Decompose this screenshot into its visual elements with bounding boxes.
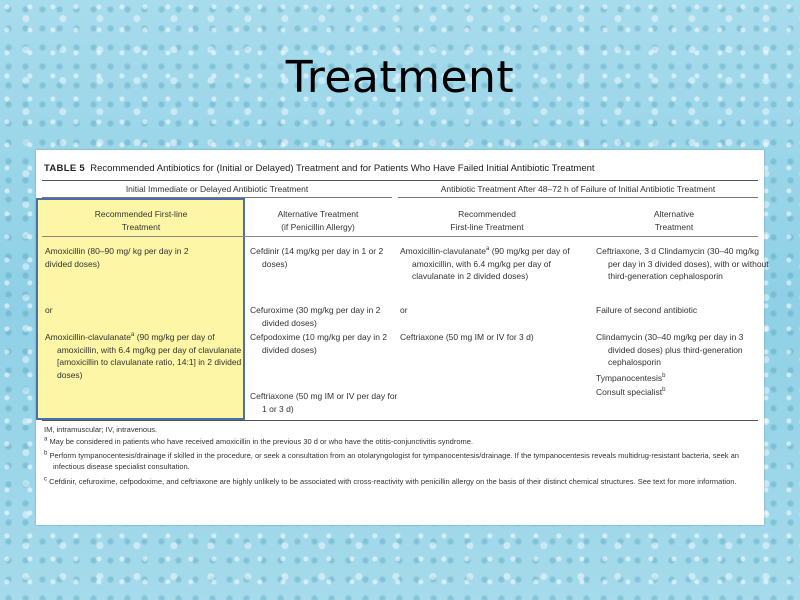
footnote-c: [44, 476, 759, 487]
footnote-marker: b: [44, 450, 48, 457]
cell-text: (90 mg/kg per day of amoxicillin, with 6.4 mg/kg per day of clavulanate [amoxicillin to clavulanate ratio, 14:1] in 2 divided doses): [57, 332, 242, 380]
footnote-marker: b: [662, 387, 666, 394]
footnote-b: [44, 450, 759, 472]
cell-failure-second: Failure of second antibiotic: [596, 305, 698, 315]
footnote-marker: c: [44, 476, 47, 483]
cell-amoxicillin-clavulanate: [45, 331, 247, 381]
cell-text: (90 mg/kg per day of amoxicillin, with 6.4 mg/kg per day of clavulanate in 2 divided doses): [412, 246, 570, 281]
cell-amoxicillin: Amoxicillin (80–90 mg/ kg per day in 2 divided doses): [45, 246, 189, 269]
header-rule: [42, 236, 758, 237]
footnote-abbrev: IM, intramuscular; IV, intravenous.: [44, 425, 158, 434]
col-header-alternative: [248, 208, 388, 233]
top-rule: [42, 180, 758, 181]
cell-failure-ceftriaxone: Ceftriaxone (50 mg IM or IV for 3 d): [400, 332, 534, 342]
cell-failure-or: or: [400, 305, 408, 315]
group-header-failure: Antibiotic Treatment After 48–72 h of Failure of Initial Antibiotic Treatment: [440, 184, 716, 194]
col-header-line: Recommended: [458, 209, 516, 219]
cell-failure-clindamycin: Clindamycin (30–40 mg/kg per day in 3 divided doses) plus third-generation cephalosporin: [596, 332, 744, 367]
footnote-marker: a: [485, 246, 490, 253]
cell-failure-amox-clav: [400, 245, 592, 283]
cell-text: Amoxicillin-clavulanate: [400, 246, 486, 256]
cell-tympanocentesis: [596, 372, 758, 385]
cell-cefdinir: Cefdinir (14 mg/kg per day in 1 or 2 doses): [250, 246, 384, 269]
col-header-line: (if Penicillin Allergy): [281, 221, 355, 232]
table-document: [36, 150, 769, 525]
footnote-marker: b: [662, 373, 666, 380]
group-header-initial: Initial Immediate or Delayed Antibiotic Treatment: [125, 184, 309, 194]
col-header-line: Alternative: [653, 209, 695, 219]
cell-ceftriaxone: Ceftriaxone (50 mg IM or IV per day for 1 or 3 d): [250, 391, 398, 414]
footnote-text: Perform tympanocentesis/drainage if skilled in the procedure, or seek a consultation from an otolaryngologist for tympanocentesis/drainage. If the tympanocentesis reveals multidrug-resistant bacteria, seek an infectious disease specialist consultation.: [49, 451, 739, 471]
bottom-rule: [42, 420, 758, 421]
group-rule-failure: [398, 197, 758, 198]
col-header-failure-alternative: [594, 208, 754, 233]
cell-or: or: [45, 305, 53, 315]
col-header-line: Treatment: [654, 221, 694, 232]
footnote-text: May be considered in patients who have received amoxicillin in the previous 30 d or who have the otitis-conjunctivitis syndrome.: [49, 437, 473, 446]
table-caption-text: Recommended Antibiotics for (Initial or Delayed) Treatment and for Patients Who Have Failed Initial Antibiotic Treatment: [90, 163, 595, 174]
cell-text: Amoxicillin-clavulanate: [45, 332, 131, 342]
cell-failure-alt-ceftriaxone: Ceftriaxone, 3 d Clindamycin (30–40 mg/kg per day in 3 divided doses), with or without third-generation cephalosporin: [596, 246, 769, 281]
col-header-line: First-line Treatment: [450, 221, 524, 232]
col-header-line: Treatment: [121, 221, 161, 232]
table-caption: [44, 163, 595, 174]
footnote-a: [44, 436, 759, 447]
cell-cefuroxime: Cefuroxime (30 mg/kg per day in 2 divided doses): [250, 305, 381, 328]
cell-consult-specialist: [596, 386, 758, 399]
col-header-failure-first-line: [398, 208, 576, 233]
footnote-marker: a: [130, 332, 135, 339]
cell-cefpodoxime: Cefpodoxime (10 mg/kg per day in 2 divided doses): [250, 332, 388, 355]
cell-text: Tympanocentesis: [596, 373, 663, 383]
col-header-first-line: [46, 208, 236, 233]
footnote-text: Cefdinir, cefuroxime, cefpodoxime, and ceftriaxone are highly unlikely to be associated with cross-reactivity with penicillin allergy on the basis of their distinct chemical structures. See text for more information.: [49, 477, 737, 486]
footnote-marker: a: [44, 436, 48, 443]
col-header-line: Recommended First-line: [94, 209, 188, 219]
table-label: TABLE 5: [44, 163, 85, 174]
cell-text: Consult specialist: [596, 387, 663, 397]
slide-title: Treatment: [285, 52, 515, 103]
col-header-line: Alternative Treatment: [277, 209, 359, 219]
